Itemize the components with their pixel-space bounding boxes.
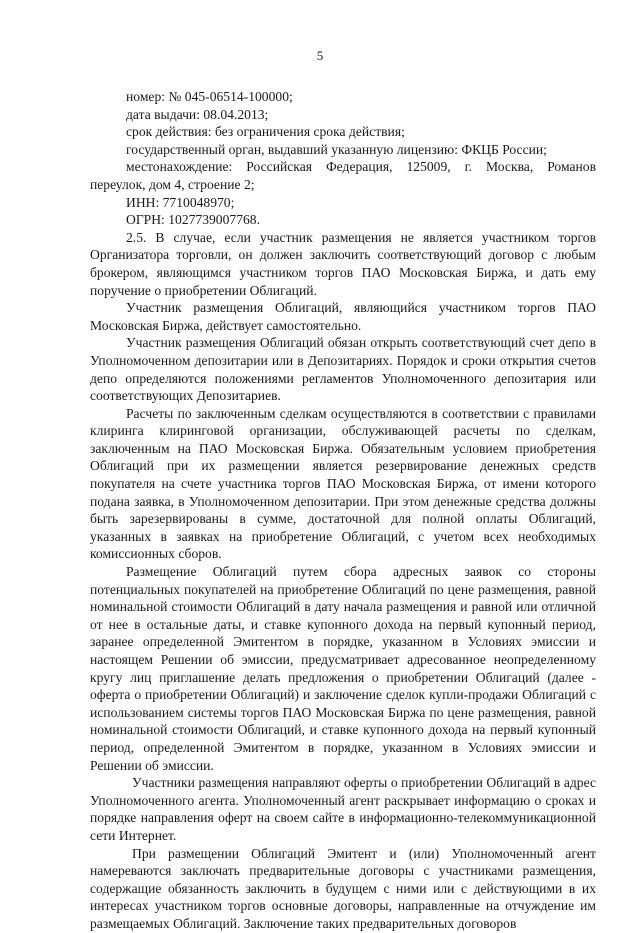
paragraph-preliminary-contracts: При размещении Облигаций Эмитент и (или) Уполномоченный агент намереваются заключать предварительные договоры с участниками размещения, содержащие обязанность заключить в будущем с ними или с действующими в их интересах участником торгов основные договоры, направленные на отчуждение им размещаемых Облигаций. Заключение таких предварительных договоров bbox=[90, 845, 596, 931]
page-number: 5 bbox=[316, 48, 324, 63]
license-number: номер: № 045-06514-100000; bbox=[126, 89, 293, 104]
license-issue-date: дата выдачи: 08.04.2013; bbox=[126, 106, 269, 122]
license-issuer: государственный орган, выдавший указанную лицензию: ФКЦБ России; bbox=[126, 141, 547, 157]
ogrn: ОГРН: 1027739007768. bbox=[126, 212, 260, 228]
license-validity: срок действия: без ограничения срока действия; bbox=[126, 124, 405, 140]
paragraph-depo-account: Участник размещения Облигаций обязан открыть соответствующий счет депо в Уполномоченном депозитарии или в Депозитариях. Порядок и сроки открытия счетов депо определяются положениями регламентов Уполномоченного депозитария или соответствующих Депозитариев. bbox=[90, 335, 596, 404]
address-line-1: местонахождение: Российская Федерация, 125009, г. Москва, Романов bbox=[126, 159, 596, 175]
paragraph-placement: Размещение Облигаций путем сбора адресных заявок со стороны потенциальных покупателей на приобретение Облигаций по цене размещения, равной номинальной стоимости Облигаций в дату начала размещения и равной или отличной от нее в остальные даты, и ставке купонного дохода на первый купонный период, заранее определенной Эмитентом в порядке, указанном в Условиях эмиссии и настоящем Решении об эмиссии, предусматривает адресованное неопределенному кругу лиц приглашение делать предложения о приобретении Облигаций (далее - оферта о приобретении Облигаций) и заключение сделок купли-продажи Облигаций с использованием системы торгов ПАО Московская Биржа по цене размещения, равной номинальной стоимости Облигаций, и ставке купонного дохода на первый купонный период, определенной Эмитентом в порядке, указанном в Условиях эмиссии и Решении об эмиссии. bbox=[90, 564, 596, 773]
address-line-2: переулок, дом 4, строение 2; bbox=[90, 176, 255, 192]
paragraph-2-5: 2.5. В случае, если участник размещения не является участником торгов Организатора торговли, он должен заключить соответствующий договор с любым брокером, являющимся участником торгов ПАО Московская Биржа, и дать ему поручение о приобретении Облигаций. bbox=[90, 229, 596, 298]
paragraph-self-acting: Участник размещения Облигаций, являющийся участником торгов ПАО Московская Биржа, действует самостоятельно. bbox=[90, 300, 596, 333]
inn: ИНН: 7710048970; bbox=[126, 194, 235, 210]
document-body bbox=[90, 88, 596, 933]
paragraph-offers: Участники размещения направляют оферты о приобретении Облигаций в адрес Уполномоченного агента. Уполномоченный агент раскрывает информацию о сроках и порядке направления оферт на своем сайте в информационно-телекоммуникационной сети Интернет. bbox=[90, 775, 596, 843]
paragraph-settlements: Расчеты по заключенным сделкам осуществляются в соответствии с правилами клиринга клиринговой организации, обслуживающей расчеты по сделкам, заключенным на ПАО Московская Биржа. Обязательным условием приобретения Облигаций при их размещении является резервирование денежных средств покупателя на счете участника торгов ПАО Московская Биржа, от имени которого подана заявка, в Уполномоченном депозитарии. При этом денежные средства должны быть зарезервированы в сумме, достаточной для полной оплаты Облигаций, указанных в заявках на приобретение Облигаций, с учетом всех необходимых комиссионных сборов. bbox=[90, 405, 596, 562]
